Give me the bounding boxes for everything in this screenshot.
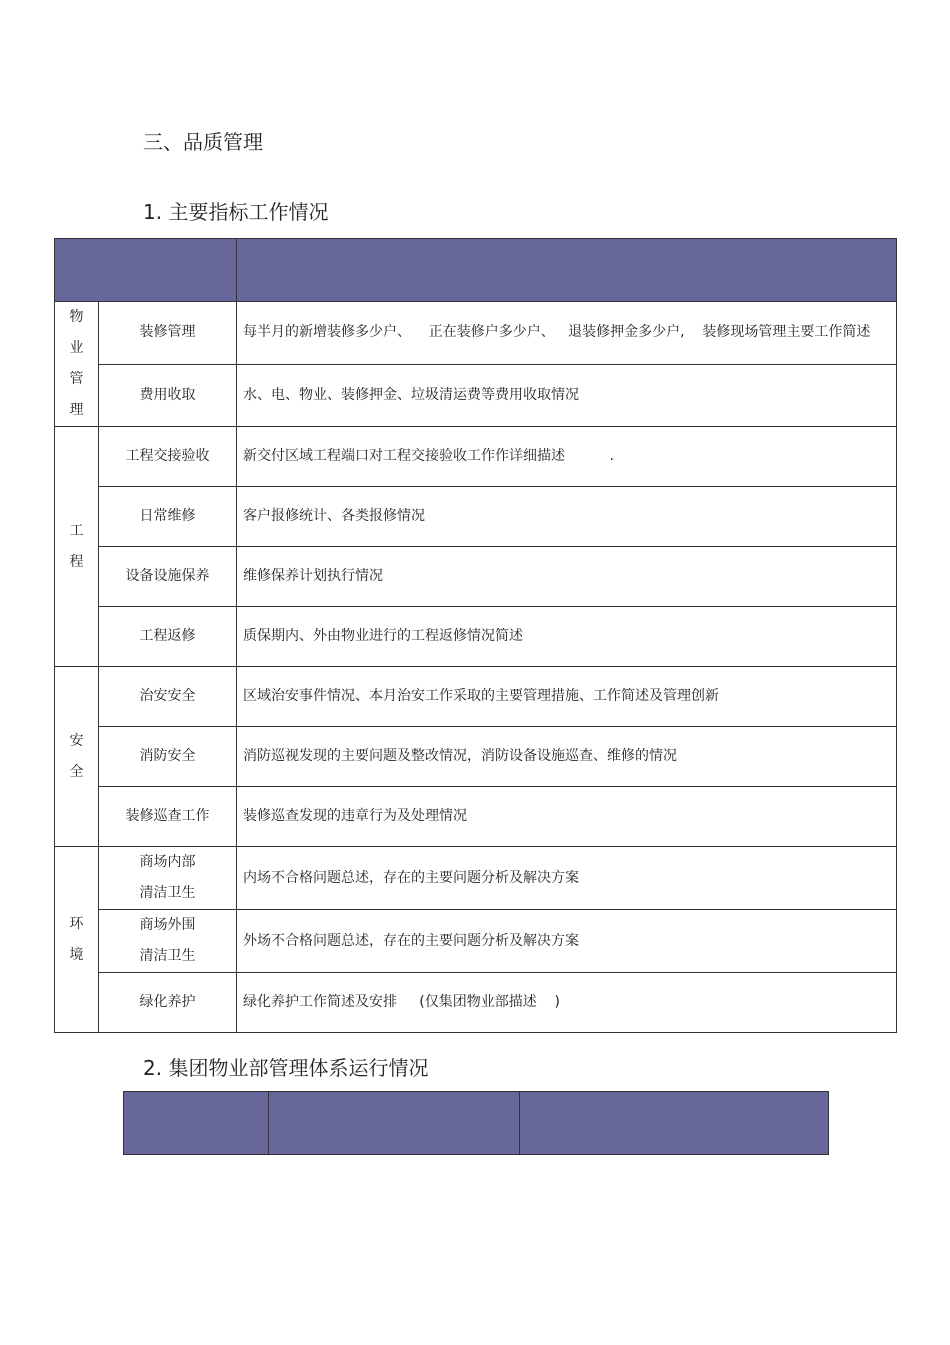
subsection-1-title: 1. 主要指标工作情况 (143, 200, 329, 224)
item-cell: 消防安全 (99, 727, 237, 787)
table-row (55, 973, 897, 1033)
item-cell: 费用收取 (99, 364, 237, 427)
description-cell: 外场不合格问题总述，存在的主要问题分析及解决方案 (237, 910, 897, 973)
table-row (55, 364, 897, 427)
table-row (55, 787, 897, 847)
category-cell: 环 境 (55, 847, 99, 1033)
management-system-table (123, 1091, 829, 1155)
indicator-table (54, 238, 897, 1033)
description-cell: 内场不合格问题总述，存在的主要问题分析及解决方案 (237, 847, 897, 910)
table-row (55, 910, 897, 973)
header-cell-2 (269, 1092, 520, 1155)
item-cell: 工程返修 (99, 607, 237, 667)
table-row (55, 667, 897, 727)
indicator-table-header (55, 239, 897, 302)
item-cell: 绿化养护 (99, 973, 237, 1033)
category-cell: 物 业 管 理 (55, 302, 99, 427)
description-cell: 客户报修统计、各类报修情况 (237, 487, 897, 547)
management-system-table-header (124, 1092, 829, 1155)
description-cell: 每半月的新增装修多少户、 正在装修户多少户、 退装修押金多少户, 装修现场管理主要工作简述 (237, 302, 897, 365)
section-title: 三、品质管理 (143, 130, 263, 154)
item-cell: 商场内部 清洁卫生 (99, 847, 237, 910)
item-cell: 日常维修 (99, 487, 237, 547)
category-cell: 安 全 (55, 667, 99, 847)
header-cell-2 (237, 239, 897, 302)
description-cell: 水、电、物业、装修押金、垃圾清运费等费用收取情况 (237, 364, 897, 427)
item-cell: 工程交接验收 (99, 427, 237, 487)
description-cell: 新交付区域工程端口对工程交接验收工作作详细描述 . (237, 427, 897, 487)
description-cell: 绿化养护工作简述及安排 (仅集团物业部描述 ) (237, 973, 897, 1033)
item-cell: 治安安全 (99, 667, 237, 727)
category-cell: 工 程 (55, 427, 99, 667)
item-cell: 装修管理 (99, 302, 237, 365)
table-row (55, 547, 897, 607)
table-row (55, 302, 897, 365)
description-cell: 质保期内、外由物业进行的工程返修情况简述 (237, 607, 897, 667)
description-cell: 消防巡视发现的主要问题及整改情况，消防设备设施巡查、维修的情况 (237, 727, 897, 787)
item-cell: 设备设施保养 (99, 547, 237, 607)
header-cell-1 (55, 239, 237, 302)
subsection-2-title: 2. 集团物业部管理体系运行情况 (143, 1056, 429, 1080)
description-cell: 维修保养计划执行情况 (237, 547, 897, 607)
table-row (55, 847, 897, 910)
header-cell-1 (124, 1092, 269, 1155)
item-cell: 商场外围 清洁卫生 (99, 910, 237, 973)
table-row (55, 727, 897, 787)
description-cell: 装修巡查发现的违章行为及处理情况 (237, 787, 897, 847)
description-cell: 区域治安事件情况、本月治安工作采取的主要管理措施、工作简述及管理创新 (237, 667, 897, 727)
table-row (55, 607, 897, 667)
table-row (55, 427, 897, 487)
header-cell-3 (520, 1092, 829, 1155)
table-row (55, 487, 897, 547)
item-cell: 装修巡查工作 (99, 787, 237, 847)
